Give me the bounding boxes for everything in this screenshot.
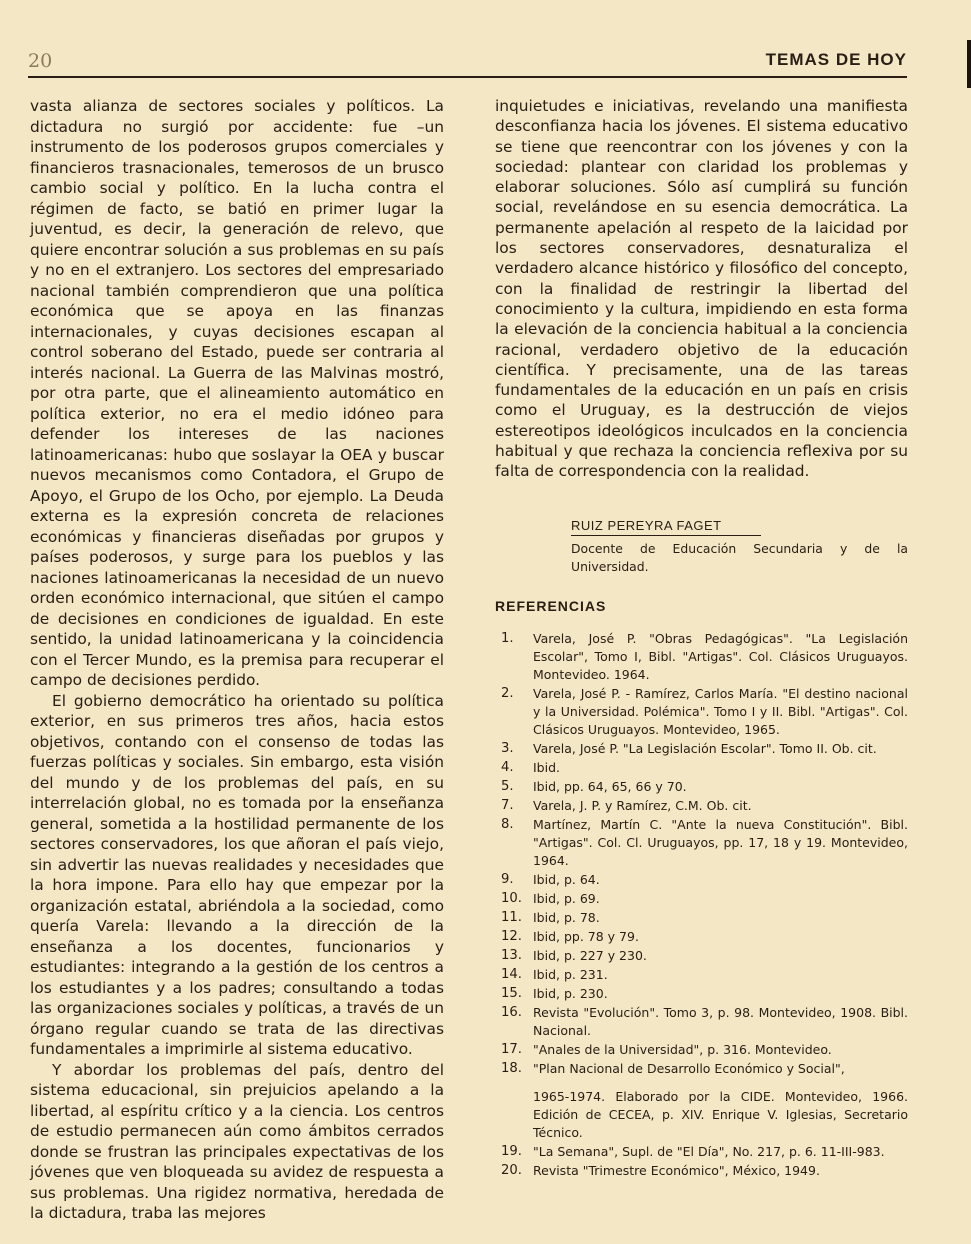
reference-item xyxy=(495,985,908,1003)
reference-item xyxy=(495,1162,908,1180)
reference-item xyxy=(495,778,908,796)
left-column xyxy=(30,96,444,1224)
right-column xyxy=(495,96,908,1181)
reference-text: Ibid, p. 230. xyxy=(533,985,608,1001)
page-edge-mark xyxy=(967,40,971,88)
reference-number: 15. xyxy=(501,985,522,1001)
reference-text: Ibid, pp. 64, 65, 66 y 70. xyxy=(533,778,687,794)
header-rule xyxy=(28,76,907,78)
reference-item xyxy=(495,1060,908,1078)
reference-item xyxy=(495,909,908,927)
reference-number: 11. xyxy=(501,909,522,925)
reference-item xyxy=(495,890,908,908)
reference-text: Ibid, p. 64. xyxy=(533,871,600,887)
body-paragraph: inquietudes e iniciativas, revelando una manifiesta desconfianza hacia los jóvenes. El sistema educativo se tiene que reencontrar con los jóvenes y con la sociedad: plantear con claridad los problemas y elaborar soluciones. Sólo así cumplirá su función social, revelándose en su esencia democrática. La permanente apelación al respeto de la laicidad por los sectores conservadores, desnaturaliza el verdadero alcance histórico y filosófico del concepto, con la finalidad de restringir la libertad del conocimiento y la cultura, impidiendo en esta forma la elevación de la conciencia habitual a la conciencia racional, verdadero objetivo de la educación científica. Y precisamente, una de las tareas fundamentales de la educación en un país en crisis como el Uruguay, es la destrucción de viejos estereotipos ideológicos inculcados en la conciencia habitual y que rechaza la conciencia reflexiva por su falta de correspondencia con la realidad. xyxy=(495,97,908,481)
signature-block xyxy=(495,518,908,576)
reference-number: 10. xyxy=(501,890,522,906)
reference-item xyxy=(495,740,908,758)
reference-item xyxy=(495,1004,908,1040)
reference-item xyxy=(495,1041,908,1059)
reference-item xyxy=(495,871,908,889)
reference-text: "Anales de la Universidad", p. 316. Montevideo. xyxy=(533,1041,832,1057)
reference-number: 3. xyxy=(501,740,514,756)
reference-item xyxy=(495,759,908,777)
reference-number: 8. xyxy=(501,816,514,832)
reference-text: Ibid, p. 69. xyxy=(533,890,600,906)
reference-item xyxy=(495,685,908,739)
reference-item xyxy=(495,630,908,684)
reference-text: Revista "Trimestre Económico", México, 1949. xyxy=(533,1162,820,1178)
reference-text: Martínez, Martín C. "Ante la nueva Constitución". Bibl. "Artigas". Col. Cl. Uruguayos, pp. 17, 18 y 19. Montevideo, 1964. xyxy=(533,816,908,868)
reference-number: 12. xyxy=(501,928,522,944)
reference-number: 2. xyxy=(501,685,514,701)
reference-number: 1. xyxy=(501,630,514,646)
reference-text: Varela, José P. "Obras Pedagógicas". "La Legislación Escolar", Tomo I, Bibl. "Artigas". Col. Clásicos Uruguayos. Montevideo. 1964. xyxy=(533,630,908,682)
reference-text: Ibid. xyxy=(533,759,561,775)
reference-text: Ibid, p. 78. xyxy=(533,909,600,925)
reference-item xyxy=(495,797,908,815)
reference-text: Varela, José P. "La Legislación Escolar". Tomo II. Ob. cit. xyxy=(533,740,877,756)
reference-text: 1965-1974. Elaborado por la CIDE. Montevideo, 1966. Edición de CECEA, p. XIV. Enrique V. Iglesias, Secretario Técnico. xyxy=(533,1088,908,1140)
references-list xyxy=(495,630,908,1180)
reference-item xyxy=(495,947,908,965)
reference-text: Varela, José P. - Ramírez, Carlos María. "El destino nacional y la Universidad. Polémica". Tomo I y II. Bibl. "Artigas". Col. Clásicos Uruguayos. Montevideo, 1965. xyxy=(533,685,908,737)
reference-item xyxy=(495,966,908,984)
body-paragraph: vasta alianza de sectores sociales y políticos. La dictadura no surgió por accidente: fue –un instrumento de los poderosos grupos comerciales y financieros trasnacionales, temerosos de un brusco cambio social y político. En la lucha contra el régimen de facto, se batió en primer lugar la juventud, es decir, la generación de relevo, que quiere encontrar solución a sus problemas en su país y no en el extranjero. Los sectores del empresariado nacional también comprendieron que una política económica que se apoya en las finanzas internacionales, y cuyas decisiones escapan al control soberano del Estado, puede ser contraria al interés nacional. La Guerra de las Malvinas mostró, por otra parte, que el alineamiento automático en política exterior, no era el medio idóneo para defender los intereses de las naciones latinoamericanas: hubo que soslayar la OEA y buscar nuevos mecanismos como Contadora, el Grupo de Apoyo, el Grupo de los Ocho, por ejemplo. La Deuda externa es la expresión concreta de relaciones económicas y financieras diseñadas por grupos y países poderosos, y surge para los pueblos y las naciones latinoamericanas la necesidad de un nuevo orden económico internacional, que sitúen el campo de decisiones en condiciones de igualdad. En este sentido, la unidad latinoamericana y la coincidencia con el Tercer Mundo, es la premisa para recuperar el campo de decisiones perdido. xyxy=(30,97,444,689)
reference-number xyxy=(495,1088,533,1142)
running-head: TEMAS DE HOY xyxy=(765,50,907,69)
author-name: RUIZ PEREYRA FAGET xyxy=(571,518,761,536)
author-title: Docente de Educación Secundaria y de la Universidad. xyxy=(571,540,908,574)
reference-text: Revista "Evolución". Tomo 3, p. 98. Montevideo, 1908. Bibl. Nacional. xyxy=(533,1004,908,1038)
reference-number: 9. xyxy=(501,871,514,887)
reference-number: 5. xyxy=(501,778,514,794)
reference-number: 14. xyxy=(501,966,522,982)
reference-number: 20. xyxy=(501,1162,522,1178)
reference-text: Ibid, pp. 78 y 79. xyxy=(533,928,639,944)
reference-item xyxy=(495,1088,908,1142)
references-heading: REFERENCIAS xyxy=(495,597,607,614)
reference-text: Varela, J. P. y Ramírez, C.M. Ob. cit. xyxy=(533,797,752,813)
reference-number: 7. xyxy=(501,797,514,813)
reference-text: Ibid, p. 227 y 230. xyxy=(533,947,647,963)
body-paragraph: El gobierno democrático ha orientado su política exterior, en sus primeros tres años, hacia estos objetivos, contando con el consenso de todas las fuerzas políticas y sociales. Sin embargo, esta visión del mundo y de los problemas del país, en su interrelación global, no es tomada por la enseñanza general, sometida a la hostilidad permanente de los sectores conservadores, los que añoran el país viejo, sin advertir las nuevas realidades y necesidades que la hora impone. Para ello hay que empezar por la organización estatal, abriéndola a la sociedad, como quería Varela: llevando a la dirección de la enseñanza a los docentes, funcionarios y estudiantes: integrando a la gestión de los centros a los estudiantes y a los padres; consultando a todas las organizaciones sociales y políticas, a través de un órgano regular cuando se trata de las directivas fundamentales a imprimirle al sistema educativo. xyxy=(30,691,444,1058)
reference-item xyxy=(495,928,908,946)
reference-text: Ibid, p. 231. xyxy=(533,966,608,982)
page-number: 20 xyxy=(28,50,53,72)
reference-number: 13. xyxy=(501,947,522,963)
reference-number: 18. xyxy=(501,1060,522,1076)
reference-text: "Plan Nacional de Desarrollo Económico y Social", xyxy=(533,1060,845,1076)
reference-number: 19. xyxy=(501,1143,522,1159)
reference-item xyxy=(495,1143,908,1161)
reference-number: 17. xyxy=(501,1041,522,1057)
reference-item xyxy=(495,816,908,870)
reference-number: 4. xyxy=(501,759,514,775)
reference-number: 16. xyxy=(501,1004,522,1020)
reference-text: "La Semana", Supl. de "El Día", No. 217, p. 6. 11-III-983. xyxy=(533,1143,885,1159)
body-paragraph: Y abordar los problemas del país, dentro del sistema educacional, sin prejuicios apelando a la libertad, al espíritu crítico y a la ciencia. Los centros de estudio permanecen aún como ámbitos cerrados donde se frustran las principales expectativas de los jóvenes que ven bloqueada su avidez de respuesta a sus problemas. Una rigidez normativa, heredada de la dictadura, traba las mejores xyxy=(30,1060,444,1222)
